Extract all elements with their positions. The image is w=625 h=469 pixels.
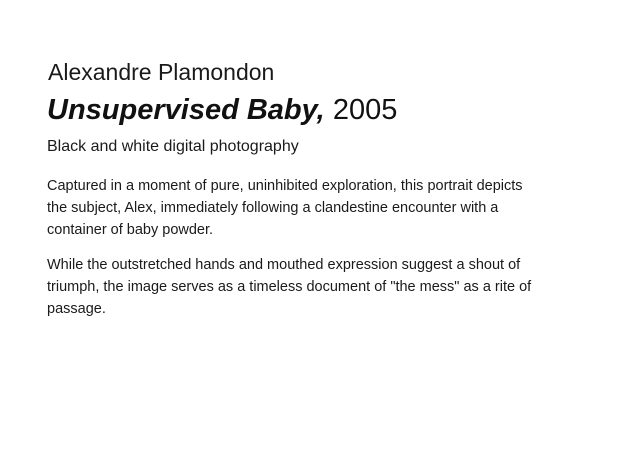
artwork-medium: Black and white digital photography [47,138,299,155]
artwork-description [47,176,547,321]
artist-name: Alexandre Plamondon [48,59,275,85]
title-line [47,92,547,128]
artwork-label [47,58,547,335]
artwork-title: Unsupervised Baby, [47,94,325,126]
description-paragraph: Captured in a moment of pure, uninhibited exploration, this portrait depicts the subject, Alex, immediately following a clandestine encounter with a container of baby powder. [47,178,523,238]
description-paragraph: While the outstretched hands and mouthed expression suggest a shout of triumph, the image serves as a timeless document of "the mess" as a rite of passage. [47,257,532,317]
artwork-year: 2005 [332,94,398,126]
